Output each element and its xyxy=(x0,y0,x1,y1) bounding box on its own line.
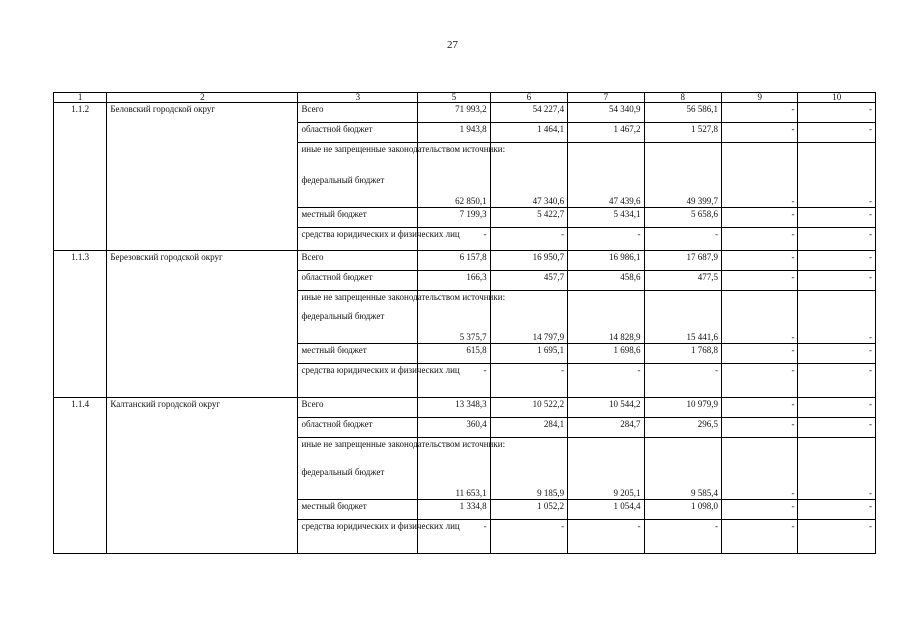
column-header: 2 xyxy=(107,93,298,103)
group-code: 1.1.2 xyxy=(54,103,107,251)
cell-value: - xyxy=(722,520,798,554)
cell-value: - xyxy=(722,364,798,398)
cell-value: 1 467,2 xyxy=(568,123,644,143)
cell-value: 71 993,2 xyxy=(418,103,490,123)
cell-value: 9 185,9 xyxy=(490,438,567,500)
cell-value: - xyxy=(568,520,644,554)
cell-value: 1 054,4 xyxy=(568,500,644,520)
cell-value: 1 943,8 xyxy=(418,123,490,143)
cell-value: - xyxy=(722,208,798,228)
row-label: средства юридических и физических лиц xyxy=(298,228,418,251)
cell-value: 296,5 xyxy=(644,418,721,438)
group-berezovskiy xyxy=(54,251,876,398)
cell-value: 477,5 xyxy=(644,271,721,291)
row-label: средства юридических и физических лиц xyxy=(298,520,418,554)
cell-value: 10 522,2 xyxy=(490,398,567,418)
row-label-text: иные не запрещенные законодательством источники: xyxy=(301,439,506,449)
cell-value: - xyxy=(798,291,876,344)
cell-value: 1 695,1 xyxy=(490,344,567,364)
cell-value: 166,3 xyxy=(418,271,490,291)
cell-value: 1 464,1 xyxy=(490,123,567,143)
row-label: Всего xyxy=(298,103,418,123)
cell-value: - xyxy=(722,398,798,418)
row-label: местный бюджет xyxy=(298,500,418,520)
column-header: 1 xyxy=(54,93,107,103)
cell-value: - xyxy=(798,228,876,251)
cell-value: 615,8 xyxy=(418,344,490,364)
cell-value: - xyxy=(722,291,798,344)
cell-value: - xyxy=(418,520,490,554)
cell-value: - xyxy=(722,438,798,500)
cell-value: - xyxy=(798,123,876,143)
cell-value: 56 586,1 xyxy=(644,103,721,123)
cell-value: - xyxy=(798,418,876,438)
row-label-text: федеральный бюджет xyxy=(301,175,385,185)
cell-value: - xyxy=(418,364,490,398)
cell-value: 54 227,4 xyxy=(490,103,567,123)
column-header: 9 xyxy=(722,93,798,103)
row-label: областной бюджет xyxy=(298,271,418,291)
row-label: местный бюджет xyxy=(298,344,418,364)
cell-value: - xyxy=(798,143,876,208)
cell-value: 1 768,8 xyxy=(644,344,721,364)
cell-value: 9 205,1 xyxy=(568,438,644,500)
table-row xyxy=(54,103,876,123)
cell-value: 47 340,6 xyxy=(490,143,567,208)
cell-value: - xyxy=(798,103,876,123)
cell-value: - xyxy=(418,228,490,251)
cell-value: 47 439,6 xyxy=(568,143,644,208)
group-name: Беловский городской округ xyxy=(107,103,298,251)
cell-value: 62 850,1 xyxy=(418,143,490,208)
group-name: Березовский городской округ xyxy=(107,251,298,398)
cell-value: - xyxy=(798,208,876,228)
table-row xyxy=(54,398,876,418)
cell-value: - xyxy=(722,271,798,291)
group-code: 1.1.4 xyxy=(54,398,107,554)
cell-value: - xyxy=(568,228,644,251)
cell-value: 14 828,9 xyxy=(568,291,644,344)
row-label-text: иные не запрещенные законодательством источники: xyxy=(301,144,506,154)
row-label: местный бюджет xyxy=(298,208,418,228)
cell-value: - xyxy=(798,398,876,418)
cell-value: 10 544,2 xyxy=(568,398,644,418)
row-label: областной бюджет xyxy=(298,418,418,438)
cell-value: - xyxy=(722,344,798,364)
cell-value: - xyxy=(798,344,876,364)
cell-value: - xyxy=(568,364,644,398)
cell-value: - xyxy=(490,364,567,398)
cell-value: - xyxy=(490,228,567,251)
cell-value: 15 441,6 xyxy=(644,291,721,344)
row-label: областной бюджет xyxy=(298,123,418,143)
cell-value: - xyxy=(798,251,876,271)
cell-value: - xyxy=(798,500,876,520)
cell-value: 1 334,8 xyxy=(418,500,490,520)
group-name: Калтанский городской округ xyxy=(107,398,298,554)
cell-value: - xyxy=(798,271,876,291)
row-label: средства юридических и физических лиц xyxy=(298,364,418,398)
cell-value: 16 986,1 xyxy=(568,251,644,271)
cell-value: 9 585,4 xyxy=(644,438,721,500)
column-header: 5 xyxy=(418,93,490,103)
cell-value: 1 527,8 xyxy=(644,123,721,143)
cell-value: 5 434,1 xyxy=(568,208,644,228)
cell-value: 1 098,0 xyxy=(644,500,721,520)
cell-value: - xyxy=(644,364,721,398)
cell-value: 17 687,9 xyxy=(644,251,721,271)
cell-value: 6 157,8 xyxy=(418,251,490,271)
cell-value: 284,1 xyxy=(490,418,567,438)
cell-value: 360,4 xyxy=(418,418,490,438)
cell-value: - xyxy=(722,123,798,143)
row-label-text: иные не запрещенные законодательством источники: xyxy=(301,292,506,302)
cell-value: - xyxy=(722,143,798,208)
cell-value: 457,7 xyxy=(490,271,567,291)
cell-value: 5 375,7 xyxy=(418,291,490,344)
cell-value: - xyxy=(722,418,798,438)
cell-value: - xyxy=(722,103,798,123)
cell-value: 16 950,7 xyxy=(490,251,567,271)
cell-value: - xyxy=(722,500,798,520)
row-label-text: федеральный бюджет xyxy=(301,311,385,321)
cell-value: 11 653,1 xyxy=(418,438,490,500)
cell-value: 13 348,3 xyxy=(418,398,490,418)
cell-value: 54 340,9 xyxy=(568,103,644,123)
group-kaltanskiy xyxy=(54,398,876,554)
cell-value: 10 979,9 xyxy=(644,398,721,418)
column-header: 3 xyxy=(298,93,418,103)
row-label: Всего xyxy=(298,398,418,418)
cell-value: 5 422,7 xyxy=(490,208,567,228)
cell-value: 458,6 xyxy=(568,271,644,291)
column-header: 8 xyxy=(644,93,721,103)
column-number-row xyxy=(54,93,876,103)
cell-value: 1 698,6 xyxy=(568,344,644,364)
group-beloveskiy xyxy=(54,103,876,251)
row-label-text: федеральный бюджет xyxy=(301,467,385,477)
cell-value: - xyxy=(798,438,876,500)
budget-table xyxy=(53,92,876,554)
cell-value: - xyxy=(490,520,567,554)
column-header: 10 xyxy=(798,93,876,103)
cell-value: - xyxy=(644,228,721,251)
cell-value: - xyxy=(722,251,798,271)
row-label: Всего xyxy=(298,251,418,271)
column-header: 7 xyxy=(568,93,644,103)
cell-value: 1 052,2 xyxy=(490,500,567,520)
cell-value: - xyxy=(798,364,876,398)
cell-value: 7 199,3 xyxy=(418,208,490,228)
cell-value: 5 658,6 xyxy=(644,208,721,228)
column-header: 6 xyxy=(490,93,567,103)
cell-value: 284,7 xyxy=(568,418,644,438)
group-code: 1.1.3 xyxy=(54,251,107,398)
cell-value: - xyxy=(722,228,798,251)
cell-value: - xyxy=(644,520,721,554)
cell-value: 49 399,7 xyxy=(644,143,721,208)
cell-value: - xyxy=(798,520,876,554)
cell-value: 14 797,9 xyxy=(490,291,567,344)
table-row xyxy=(54,251,876,271)
page-number: 27 xyxy=(447,39,458,51)
